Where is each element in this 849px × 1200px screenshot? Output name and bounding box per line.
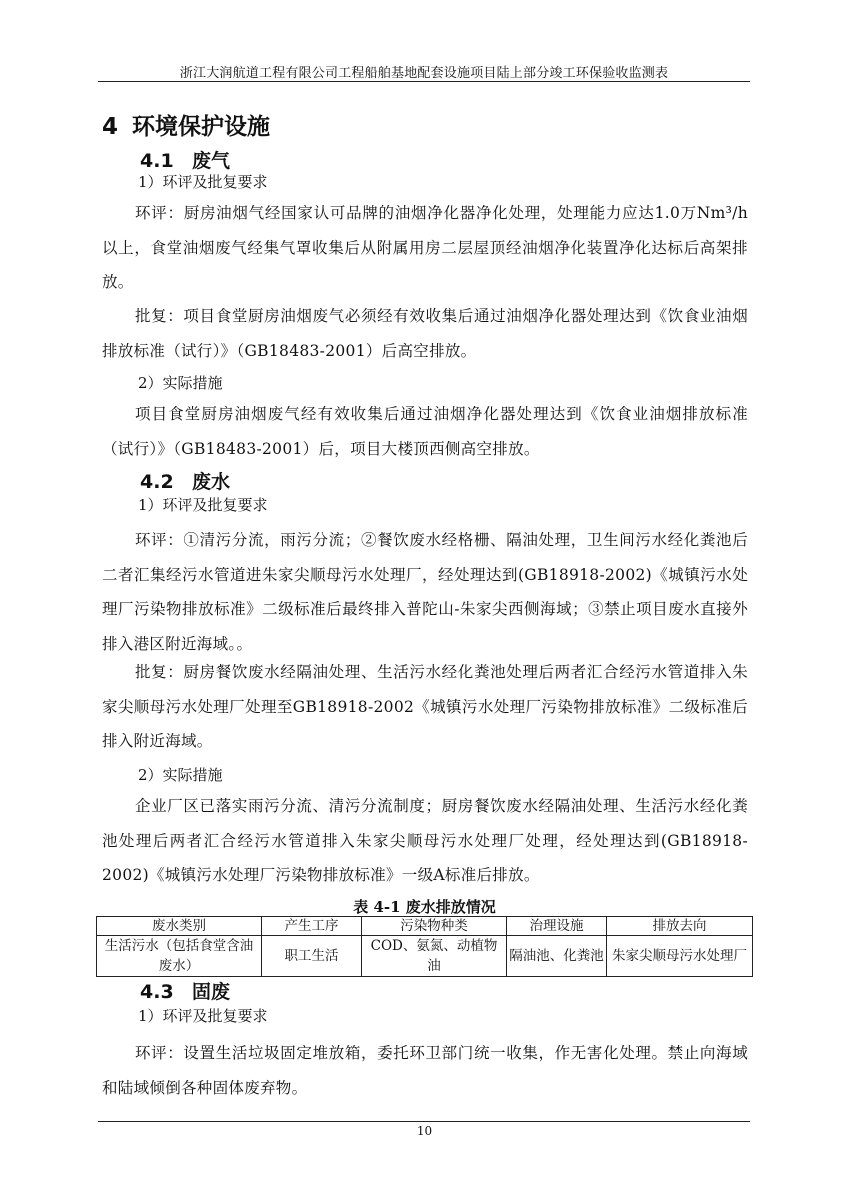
header-rule xyxy=(98,81,750,82)
table-caption: 表 4-1 废水排放情况 xyxy=(353,898,496,916)
eia-paragraph: 环评：①清污分流，雨污分流；②餐饮废水经格栅、隔油处理，卫生间污水经化粪池后二者汇集经污水管道进朱家尖顺母污水处理厂，经处理达到(GB18918-2002)《城镇污水处理厂污染物排放标准》二级标准后最终排入普陀山-朱家尖西侧海域；③禁止项目废水直接外排入港区附近海域。。 xyxy=(102,531,748,653)
page-header: 浙江大润航道工程有限公司工程船舶基地配套设施项目陆上部分竣工环保验收监测表 xyxy=(179,66,669,81)
table-header-cell: 排放去向 xyxy=(607,917,753,936)
requirement-subheading: 1）环评及批复要求 xyxy=(138,173,268,191)
approval-paragraph: 批复：厨房餐饮废水经隔油处理、生活污水经化粪池处理后两者汇合经污水管道排入朱家尖顺母污水处理厂处理至GB18918-2002《城镇污水处理厂污染物排放标准》二级标准后排入附近海域。 xyxy=(102,663,748,750)
eia-paragraph: 环评：设置生活垃圾固定堆放箱，委托环卫部门统一收集，作无害化处理。禁止向海域和陆域倾倒各种固体废弃物。 xyxy=(102,1044,748,1097)
table-header-row xyxy=(97,917,753,936)
approval-paragraph: 批复：项目食堂厨房油烟废气必须经有效收集后通过油烟净化器处理达到《饮食业油烟排放标准（试行）》（GB18483-2001）后高空排放。 xyxy=(102,307,748,360)
table-cell: 职工生活 xyxy=(262,936,362,977)
table-row xyxy=(97,936,753,977)
requirement-subheading: 1）环评及批复要求 xyxy=(138,496,268,514)
subsection-heading-4-2 xyxy=(140,467,230,494)
measures-subheading: 2）实际措施 xyxy=(138,374,223,392)
table-cell: 朱家尖顺母污水处理厂 xyxy=(607,936,753,977)
section-number: 4 xyxy=(102,114,119,140)
table-cell: 隔油池、化粪池 xyxy=(507,936,607,977)
subsection-title: 固废 xyxy=(192,981,231,1003)
page-number: 10 xyxy=(416,1124,433,1138)
measures-paragraph: 企业厂区已落实雨污分流、清污分流制度；厨房餐饮废水经隔油处理、生活污水经化粪池处理后两者汇合经污水管道排入朱家尖顺母污水处理厂处理，经处理达到(GB18918-2002)《城镇污水处理厂污染物排放标准》一级A标准后排放。 xyxy=(102,797,748,884)
eia-paragraph: 环评：厨房油烟气经国家认可品牌的油烟净化器净化处理，处理能力应达1.0万Nm³/h以上，食堂油烟废气经集气罩收集后从附属用房二层屋顶经油烟净化装置净化达标后高架排放。 xyxy=(102,204,748,291)
subsection-heading-4-1 xyxy=(140,146,230,173)
footer-rule xyxy=(98,1121,750,1122)
table-cell: 生活污水（包括食堂含油废水） xyxy=(97,936,262,977)
measures-paragraph: 项目食堂厨房油烟废气经有效收集后通过油烟净化器处理达到《饮食业油烟排放标准（试行）》（GB18483-2001）后，项目大楼顶西侧高空排放。 xyxy=(102,405,748,458)
measures-subheading: 2）实际措施 xyxy=(138,766,223,784)
table-cell: COD、氨氮、动植物油 xyxy=(362,936,507,977)
subsection-number: 4.2 xyxy=(140,471,174,493)
table-header-cell: 污染物种类 xyxy=(362,917,507,936)
table-header-cell: 废水类别 xyxy=(97,917,262,936)
table-header-cell: 治理设施 xyxy=(507,917,607,936)
subsection-title: 废气 xyxy=(192,150,231,172)
wastewater-table xyxy=(96,916,753,977)
subsection-number: 4.1 xyxy=(140,150,174,172)
section-heading xyxy=(102,108,270,141)
section-title: 环境保护设施 xyxy=(132,114,270,140)
requirement-subheading: 1）环评及批复要求 xyxy=(138,1007,268,1025)
subsection-number: 4.3 xyxy=(140,981,174,1003)
subsection-heading-4-3 xyxy=(140,977,230,1004)
table-header-cell: 产生工序 xyxy=(262,917,362,936)
subsection-title: 废水 xyxy=(192,471,231,493)
